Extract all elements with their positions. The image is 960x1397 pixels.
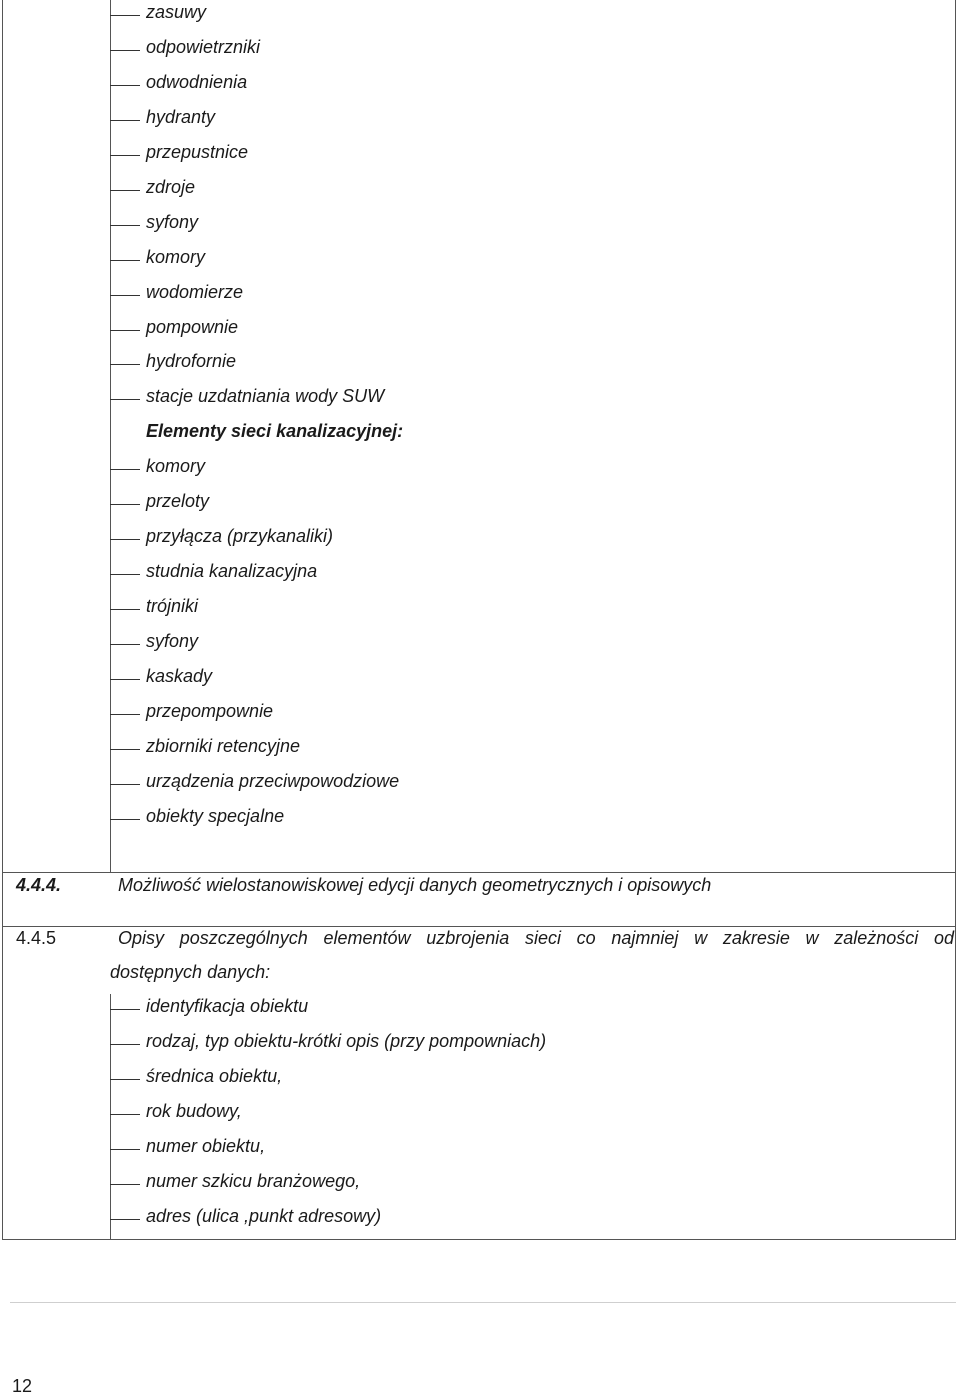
list-item (110, 734, 950, 769)
list-item-label: hydrofornie (146, 351, 237, 371)
list-dash (110, 1044, 140, 1045)
list-dash (110, 295, 140, 296)
list-dash (110, 749, 140, 750)
list-item-label: rodzaj, typ obiektu-krótki opis (przy pompowniach) (146, 1031, 547, 1051)
section-number-445: 4.4.5 (16, 928, 57, 948)
list-item (110, 769, 950, 804)
list-item (110, 699, 950, 734)
list-item (110, 175, 950, 210)
list-item (110, 245, 950, 280)
list-item-label: przyłącza (przykanaliki) (146, 526, 334, 546)
list-item (110, 489, 950, 524)
list-item (110, 629, 950, 664)
section-text-444: Możliwość wielostanowiskowej edycji danych geometrycznych i opisowych (118, 875, 712, 895)
list-dash (110, 644, 140, 645)
list-dash (110, 155, 140, 156)
list-item (110, 419, 950, 454)
list-item (110, 0, 950, 35)
list-item-label: numer obiektu, (146, 1136, 266, 1156)
list-item (110, 210, 950, 245)
list-item-label: kaskady (146, 666, 213, 686)
footer-rule (10, 1302, 956, 1303)
list-dash (110, 225, 140, 226)
list-dash (110, 1009, 140, 1010)
list-item-label: zdroje (146, 177, 196, 197)
list-item (110, 454, 950, 489)
list-dash (110, 784, 140, 785)
list-item-label: urządzenia przeciwpowodziowe (146, 771, 400, 791)
list-dash (110, 1184, 140, 1185)
list-item (110, 1029, 950, 1064)
list-dash (110, 120, 140, 121)
list-item (110, 349, 950, 384)
list-dash (110, 1149, 140, 1150)
row-divider-1 (2, 872, 955, 873)
list-dash (110, 504, 140, 505)
list-dash (110, 819, 140, 820)
list-item (110, 315, 950, 350)
list-dash (110, 574, 140, 575)
list-item-label: przepompownie (146, 701, 274, 721)
list-dash (110, 15, 140, 16)
list-item-label: komory (146, 247, 206, 267)
list-dash (110, 50, 140, 51)
list-item-label: numer szkicu branżowego, (146, 1171, 361, 1191)
list-dash (110, 260, 140, 261)
list-item (110, 994, 950, 1029)
list-dash (110, 364, 140, 365)
list-item (110, 594, 950, 629)
list-dash (110, 714, 140, 715)
list-dash (110, 1219, 140, 1220)
list-item (110, 280, 950, 315)
list-dash (110, 469, 140, 470)
list-dash (110, 190, 140, 191)
list-item-label: rok budowy, (146, 1101, 242, 1121)
row-divider-2 (2, 926, 955, 927)
list-item-label: przepustnice (146, 142, 249, 162)
list-item (110, 105, 950, 140)
list-item-label: stacje uzdatniania wody SUW (146, 386, 385, 406)
list-item-label: zbiorniki retencyjne (146, 736, 301, 756)
list-item-label: trójniki (146, 596, 199, 616)
list-dash (110, 539, 140, 540)
list-item-label: wodomierze (146, 282, 244, 302)
list-dash (110, 330, 140, 331)
list-item-label: odwodnienia (146, 72, 248, 92)
list-dash (110, 1114, 140, 1115)
list-item-label: syfony (146, 212, 199, 232)
list-item-label: średnica obiektu, (146, 1066, 283, 1086)
list-item (110, 1064, 950, 1099)
list-item (110, 1169, 950, 1204)
list-dash (110, 609, 140, 610)
list-item-label: identyfikacja obiektu (146, 996, 309, 1016)
list-item-label: syfony (146, 631, 199, 651)
list-item (110, 1134, 950, 1169)
list-item (110, 140, 950, 175)
list-item (110, 70, 950, 105)
list-item (110, 804, 950, 839)
section-text-445-line1: Opisy poszczególnych elementów uzbrojenia sieci co najmniej w zakresie w zależności od (118, 928, 954, 948)
list-item-label: przeloty (146, 491, 210, 511)
list-item-label: obiekty specjalne (146, 806, 285, 826)
list-item-label: pompownie (146, 317, 239, 337)
list-item-label: odpowietrzniki (146, 37, 261, 57)
list-item (110, 559, 950, 594)
list-item-label: studnia kanalizacyjna (146, 561, 318, 581)
list-item-label: zasuwy (146, 2, 207, 22)
list-item (110, 35, 950, 70)
list-item (110, 384, 950, 419)
list-dash (110, 679, 140, 680)
list-dash (110, 399, 140, 400)
list-item-label: Elementy sieci kanalizacyjnej: (146, 421, 404, 441)
section-text-445-line2: dostępnych danych: (110, 962, 271, 982)
list-item (110, 664, 950, 699)
list-dash (110, 85, 140, 86)
page-number: 12 (12, 1376, 33, 1396)
list-item-label: adres (ulica ,punkt adresowy) (146, 1206, 382, 1226)
list-item (110, 1099, 950, 1134)
list-item (110, 524, 950, 559)
list-item-label: hydranty (146, 107, 216, 127)
section-number-444: 4.4.4. (16, 875, 62, 895)
list-item-label: komory (146, 456, 206, 476)
list-dash (110, 1079, 140, 1080)
list-item (110, 1204, 950, 1239)
